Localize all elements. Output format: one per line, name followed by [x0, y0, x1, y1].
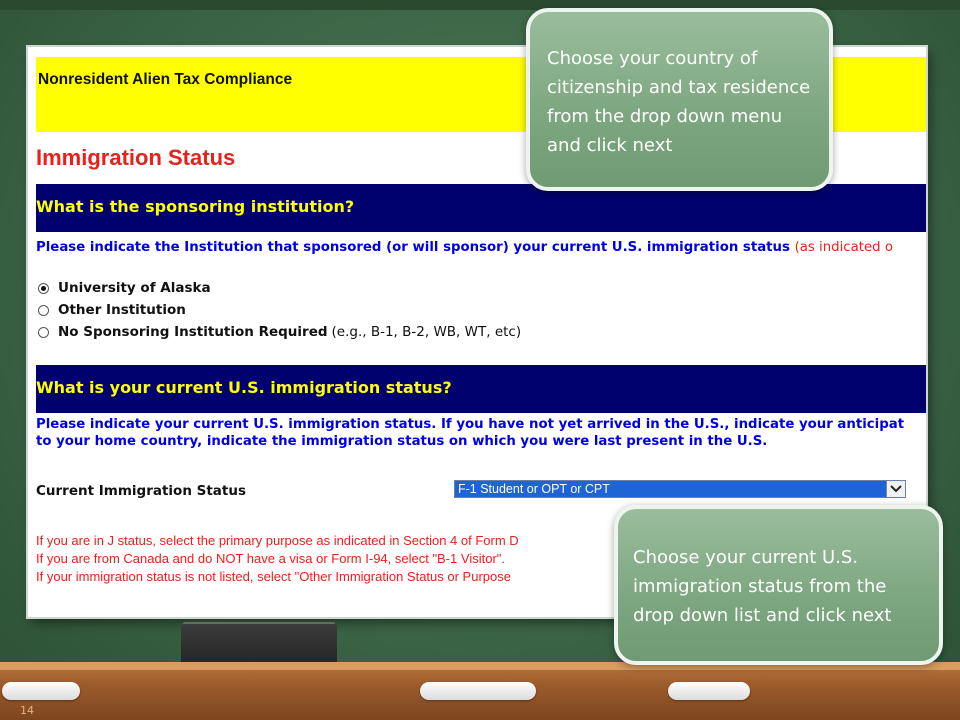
radio-no-sponsoring-institution[interactable]: [38, 322, 521, 342]
sponsor-instruction: [36, 239, 893, 256]
radio-button[interactable]: [38, 305, 49, 316]
sponsor-section-header: [36, 184, 926, 232]
callout-status-text: Choose your current U.S. immigration status from the drop down list and click next: [633, 547, 892, 626]
status-instruction-line-2: to your home country, indicate the immigration status on which you were last present in the U.S.: [36, 434, 768, 449]
status-instruction-line-1: Please indicate your current U.S. immigration status. If you have not yet arrived in the U.S., indicate your anticipat: [36, 417, 905, 432]
callout-country-text: Choose your country of citizenship and tax residence from the drop down menu and click next: [547, 48, 811, 156]
radio-button[interactable]: [38, 327, 49, 338]
status-section-header: [36, 365, 926, 413]
footnote-j-status: If you are in J status, select the primary purpose as indicated in Section 4 of Form D: [36, 533, 519, 548]
chalk-piece: [668, 682, 750, 700]
slide-number: 14: [20, 704, 34, 717]
chevron-down-icon[interactable]: [886, 481, 905, 497]
chalk-piece: [420, 682, 536, 700]
sponsor-section-heading: What is the sponsoring institution?: [36, 197, 355, 216]
callout-status-instruction: [614, 505, 943, 665]
radio-university-of-alaska[interactable]: [38, 278, 211, 298]
radio-button-checked[interactable]: [38, 283, 49, 294]
chalk-piece: [2, 682, 80, 700]
status-footnotes: [36, 532, 519, 586]
page-title: Immigration Status: [36, 145, 236, 170]
immigration-status-select[interactable]: [454, 480, 906, 498]
radio-label: No Sponsoring Institution Required: [58, 324, 328, 340]
footnote-canada: If you are from Canada and do NOT have a visa or Form I-94, select "B-1 Visitor".: [36, 551, 506, 566]
radio-other-institution[interactable]: [38, 300, 186, 320]
banner-title: Nonresident Alien Tax Compliance: [38, 71, 293, 88]
radio-label: Other Institution: [58, 302, 186, 318]
radio-label: University of Alaska: [58, 280, 211, 296]
sponsor-instruction-text: Please indicate the Institution that sponsored (or will sponsor) your current U.S. immigration status: [36, 240, 790, 255]
status-instruction: [36, 416, 904, 450]
radio-note: (e.g., B-1, B-2, WB, WT, etc): [331, 324, 522, 340]
sponsor-instruction-note: (as indicated o: [794, 240, 893, 255]
status-section-heading: What is your current U.S. immigration status?: [36, 378, 452, 397]
callout-country-instruction: [526, 8, 833, 191]
immigration-status-label: Current Immigration Status: [36, 483, 247, 499]
select-value: F-1 Student or OPT or CPT: [458, 482, 610, 496]
footnote-other-status: If your immigration status is not listed, select "Other Immigration Status or Purpose: [36, 569, 511, 584]
